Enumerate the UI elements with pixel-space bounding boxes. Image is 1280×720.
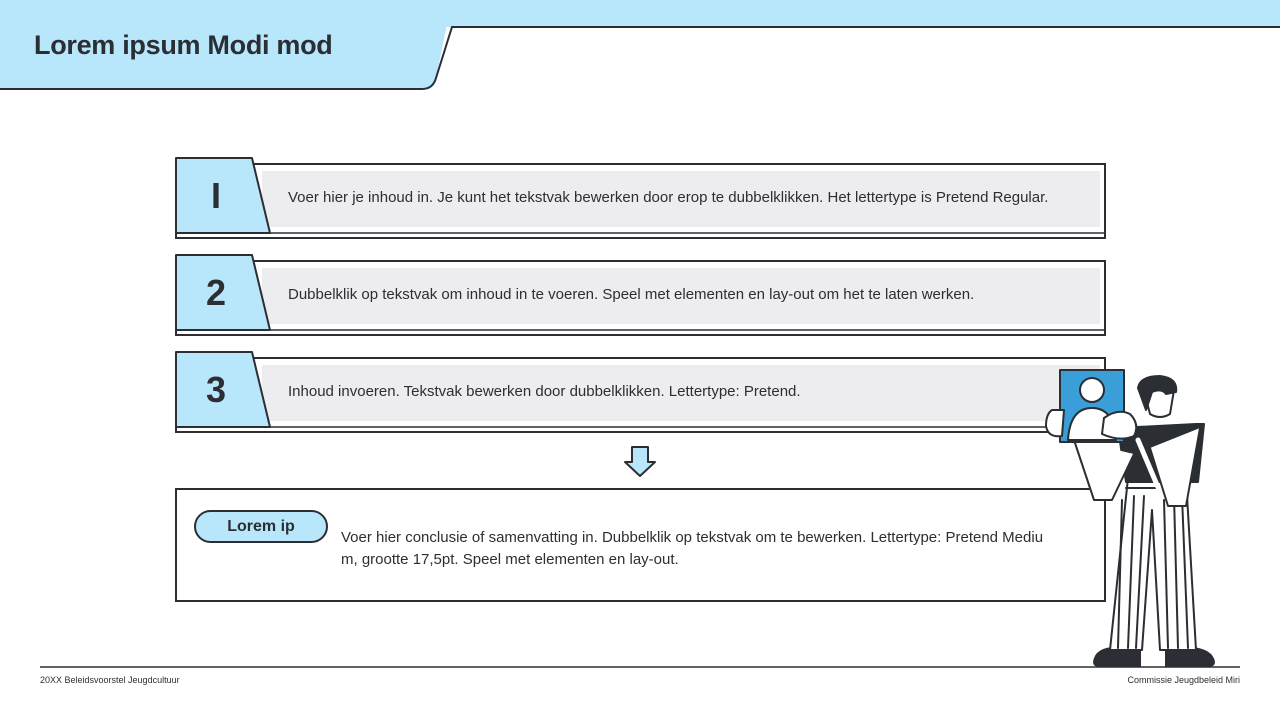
conclusion-text[interactable]: Voer hier conclusie of samenvatting in. Dubbelklik op tekstvak om te bewerken. Lettertype: Pretend Medium, grootte 17,5pt. Speel met elementen en lay-out. (341, 529, 1044, 568)
step-text-3[interactable]: Inhoud invoeren. Tekstvak bewerken door dubbelklikken. Lettertype: Pretend. (288, 383, 801, 400)
footer-right-text: Commissie Jeugdbeleid Miri (1127, 675, 1240, 685)
step-text-1[interactable]: Voer hier je inhoud in. Je kunt het tekstvak bewerken door erop te dubbelklikken. Het lettertype is Pretend Regular. (288, 189, 1049, 206)
step-number-3: 3 (205, 369, 227, 410)
step-number-1: I (210, 175, 221, 216)
conclusion-label: Lorem ip (227, 518, 295, 535)
footer-left-text: 20XX Beleidsvoorstel Jeugdcultuur (40, 675, 180, 685)
page-title: Lorem ipsum Modi mod (34, 30, 333, 60)
step-number-2: 2 (205, 272, 227, 313)
arrow-down-icon (625, 447, 655, 476)
step-text-2[interactable]: Dubbelklik op tekstvak om inhoud in te voeren. Speel met elementen en lay-out om het te laten werken. (288, 286, 975, 303)
